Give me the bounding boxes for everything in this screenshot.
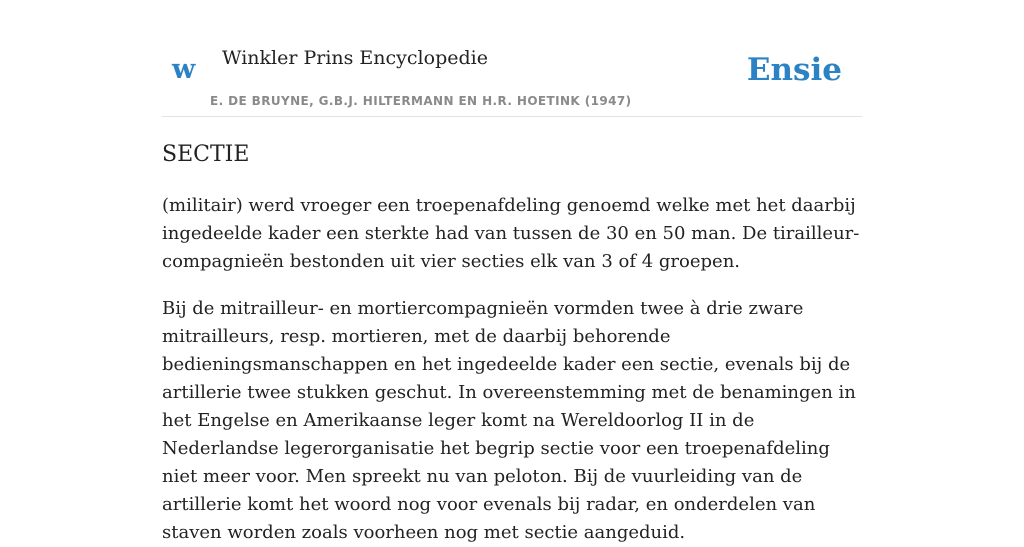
encyclopedia-title[interactable]: Winkler Prins Encyclopedie [222, 47, 488, 69]
encyclopedia-authors: E. DE BRUYNE, G.B.J. HILTERMANN EN H.R. HOETINK (1947) [210, 94, 632, 108]
article-paragraph: Bij de mitrailleur- en mortiercompagnieën vormden twee à drie zware mitrailleurs, resp. mortieren, met de daarbij behorende bedieningsmanschappen en het ingedeelde kader een sectie, evenals bij de artillerie twee stukken geschut. In overeenstemming met de benamingen in het Engelse en Amerikaanse leger komt na Wereldoorlog II in de Nederlandse legerorganisatie het begrip sectie voor een troepenafdeling niet meer voor. Men spreekt nu van peloton. Bij de vuurleiding van de artillerie komt het woord nog voor evenals bij radar, en onderdelen van staven worden zoals voorheen nog met sectie aangeduid. [162, 298, 856, 543]
page [162, 0, 862, 543]
article-title: SECTIE [162, 142, 250, 167]
header [162, 0, 862, 117]
encyclopedia-logo[interactable]: w [172, 54, 196, 85]
article-paragraph: (militair) werd vroeger een troepenafdeling genoemd welke met het daarbij ingedeelde kader een sterkte had van tussen de 30 en 50 man. De tirailleur-compagnieën bestonden uit vier secties elk van 3 of 4 groepen. [162, 195, 860, 272]
ensie-brand-logo[interactable]: Ensie [746, 52, 842, 88]
